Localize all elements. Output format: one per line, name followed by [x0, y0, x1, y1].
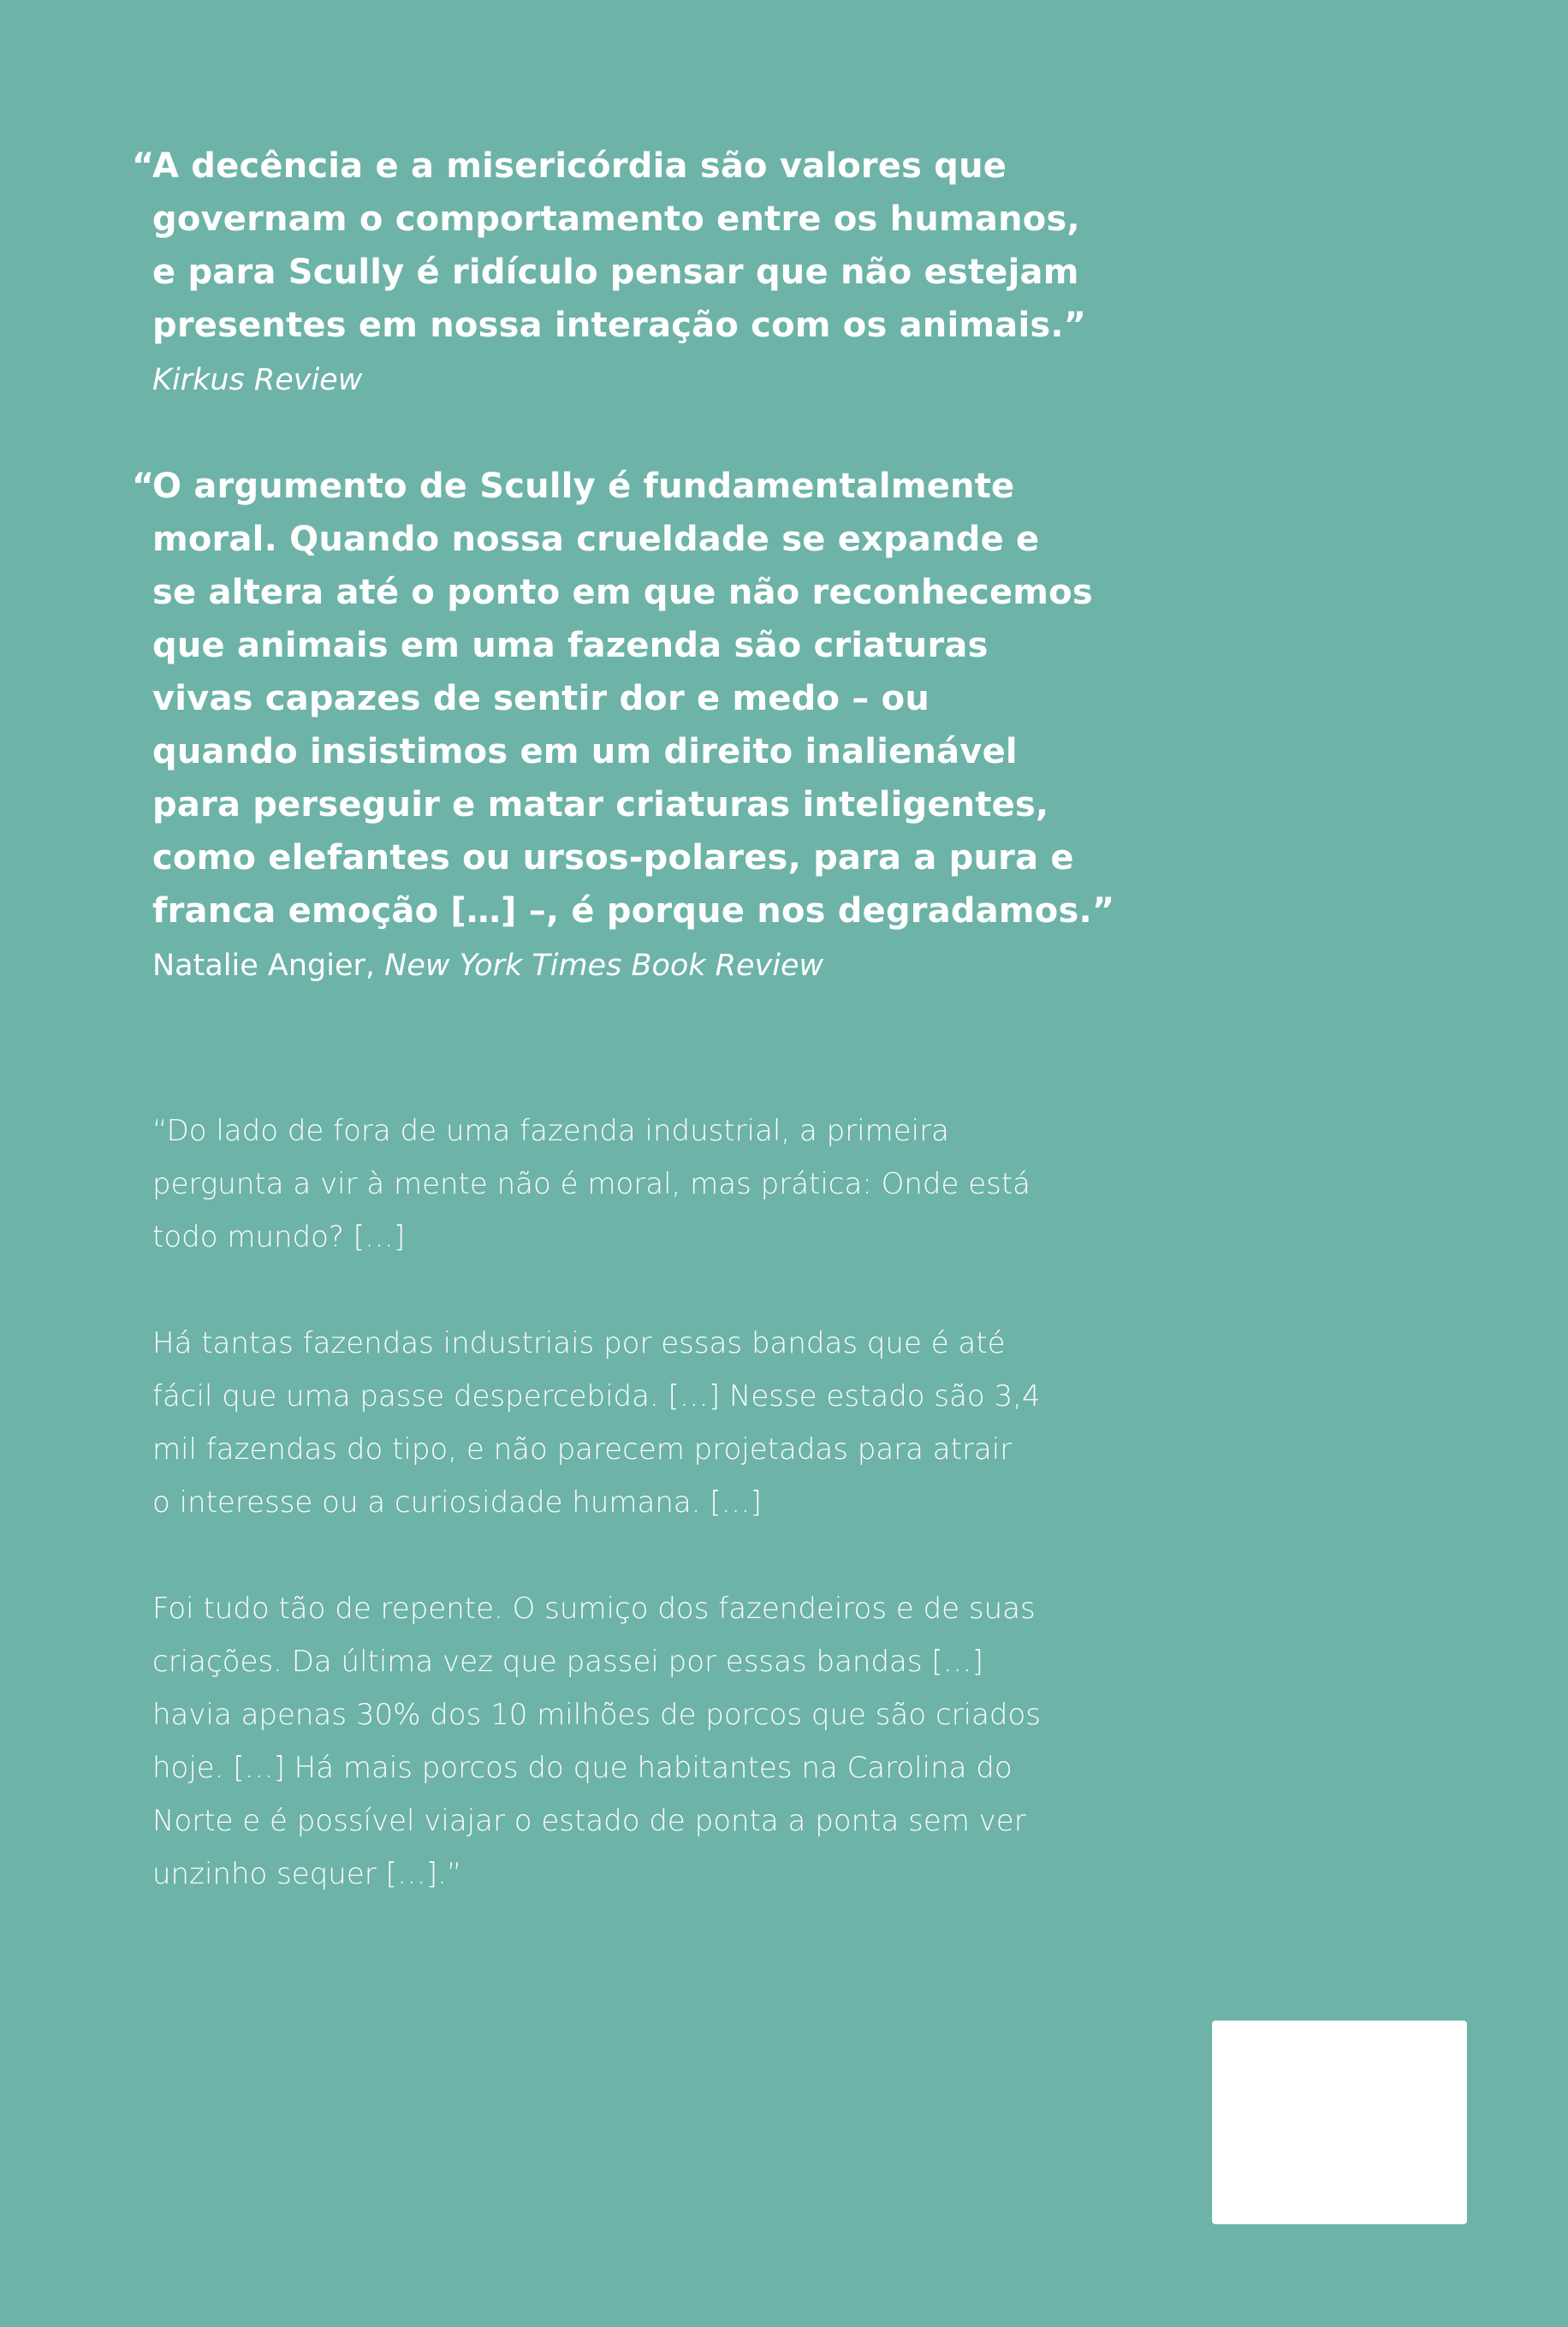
quote-nyt — [132, 460, 1162, 992]
excerpt-paragraph-3: Foi tudo tão de repente. O sumiço dos fazendeiros e de suas criações. Da última vez que passei por essas bandas […] havia apenas 30% dos 10 milhões de porcos que são criados hoje. […] Há mais porcos do que habitantes na Carolina do Norte e é possível viajar o estado de ponta a ponta sem ver unzinho sequer […].” — [152, 1592, 1041, 1891]
quote-attribution — [152, 354, 1162, 407]
quote-attribution — [152, 939, 1162, 992]
book-excerpt — [152, 1104, 1179, 1954]
excerpt-paragraph-2: Há tantas fazendas industriais por essas bandas que é até fácil que uma passe despercebida. […] Nesse estado são 3,4 mil fazendas do tipo, e não parecem projetadas para atrair o interesse ou a curiosidade humana. […] — [152, 1326, 1041, 1520]
quote-text — [132, 140, 1162, 352]
excerpt-paragraph-1: “Do lado de fora de uma fazenda industrial, a primeira pergunta a vir à mente não é moral, mas prática: Onde está todo mundo? […] — [152, 1114, 1031, 1254]
attribution-source: New York Times Book Review — [384, 949, 824, 983]
quote-text — [132, 460, 1162, 937]
quote-kirkus — [132, 140, 1162, 407]
quote-body: A decência e a misericórdia são valores que governam o comportamento entre os humanos, e para Scully é ridículo pensar que não estejam presentes em nossa interação com os animais.” — [152, 146, 1087, 345]
open-quote-mark: “ — [132, 146, 155, 186]
attribution-author: Natalie Angier, — [152, 949, 385, 983]
quote-body: O argumento de Scully é fundamentalmente moral. Quando nossa crueldade se expande e se altera até o ponto em que não reconhecemos que animais em uma fazenda são criaturas vivas capazes de sentir dor e medo – ou quando insistimos em um direito inalienável para perseguir e matar criaturas inteligentes, como elefantes ou ursos-polares, para a pura e franca emoção […] –, é porque nos degradamos.” — [152, 467, 1115, 931]
open-quote-mark: “ — [132, 467, 155, 506]
barcode-box — [1213, 2021, 1466, 2223]
attribution-source: Kirkus Review — [152, 363, 363, 397]
